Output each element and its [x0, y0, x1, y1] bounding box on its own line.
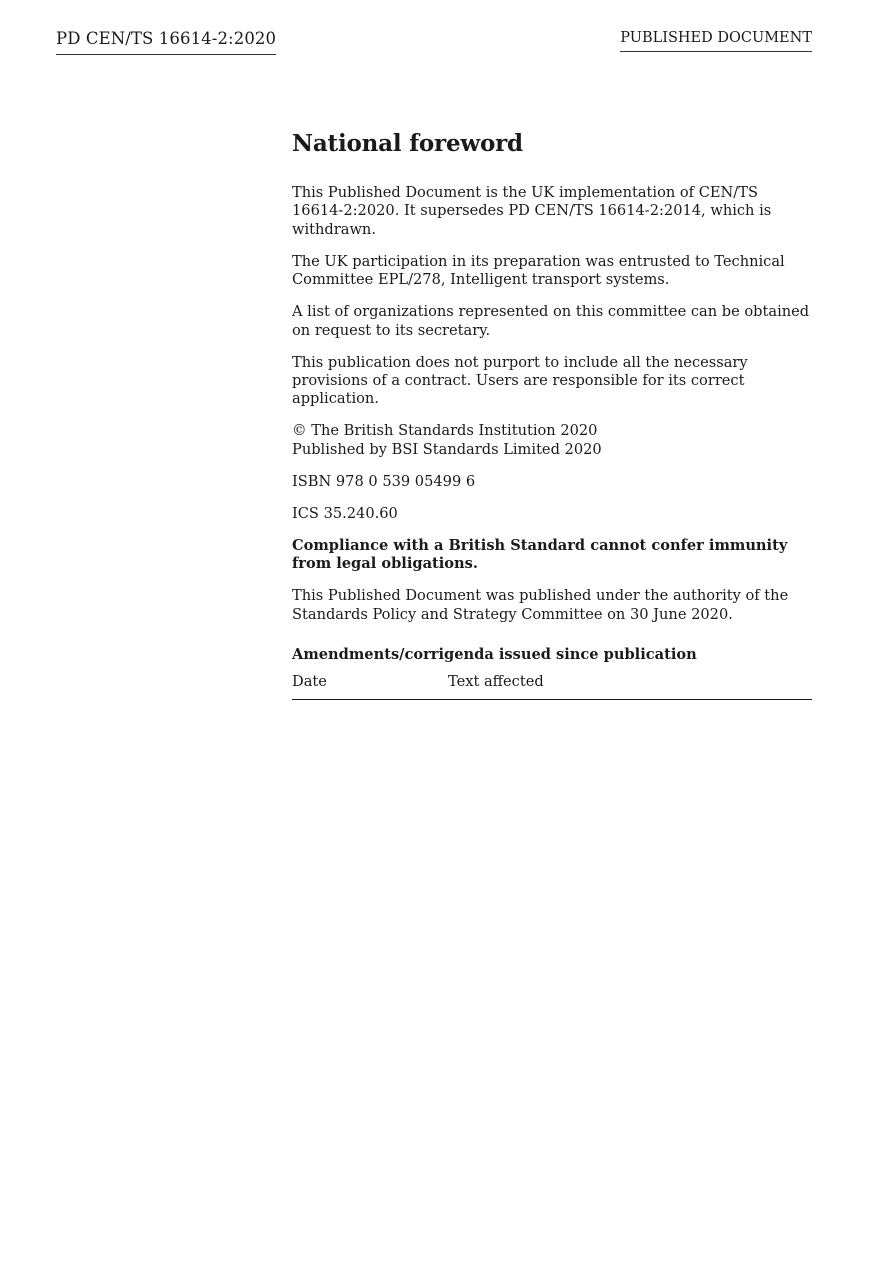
copyright-block	[292, 422, 812, 459]
copyright-line: © The British Standards Institution 2020	[292, 422, 598, 440]
amendments-heading: Amendments/corrigenda issued since publication	[292, 646, 697, 664]
publisher-line: Published by BSI Standards Limited 2020	[292, 440, 602, 458]
page-title: National foreword	[292, 130, 523, 157]
table-header-row	[292, 673, 812, 700]
implementation-paragraph: This Published Document is the UK implementation of CEN/TS 16614-2:2020. It supersedes PD CEN/TS 16614-2:2014, which is withdrawn.	[292, 184, 772, 238]
ics-code: ICS 35.240.60	[292, 504, 398, 522]
column-header-date: Date	[292, 673, 448, 700]
column-header-text-affected: Text affected	[448, 673, 812, 700]
amendments-table	[292, 673, 812, 700]
document-type-label: PUBLISHED DOCUMENT	[620, 30, 812, 52]
document-number: PD CEN/TS 16614-2:2020	[56, 29, 276, 55]
committee-paragraph: The UK participation in its preparation was entrusted to Technical Committee EPL/278, Intelligent transport systems.	[292, 252, 785, 289]
compliance-statement: Compliance with a British Standard cannot confer immunity from legal obligations.	[292, 536, 788, 573]
authority-paragraph: This Published Document was published under the authority of the Standards Policy and Strategy Committee on 30 June 2020.	[292, 587, 789, 623]
provisions-paragraph: This publication does not purport to include all the necessary provisions of a contract. Users are responsible for its correct application.	[292, 353, 748, 408]
national-foreword-section	[292, 130, 812, 700]
organizations-paragraph: A list of organizations represented on this committee can be obtained on request to its secretary.	[292, 303, 810, 339]
isbn: ISBN 978 0 539 05499 6	[292, 472, 476, 490]
